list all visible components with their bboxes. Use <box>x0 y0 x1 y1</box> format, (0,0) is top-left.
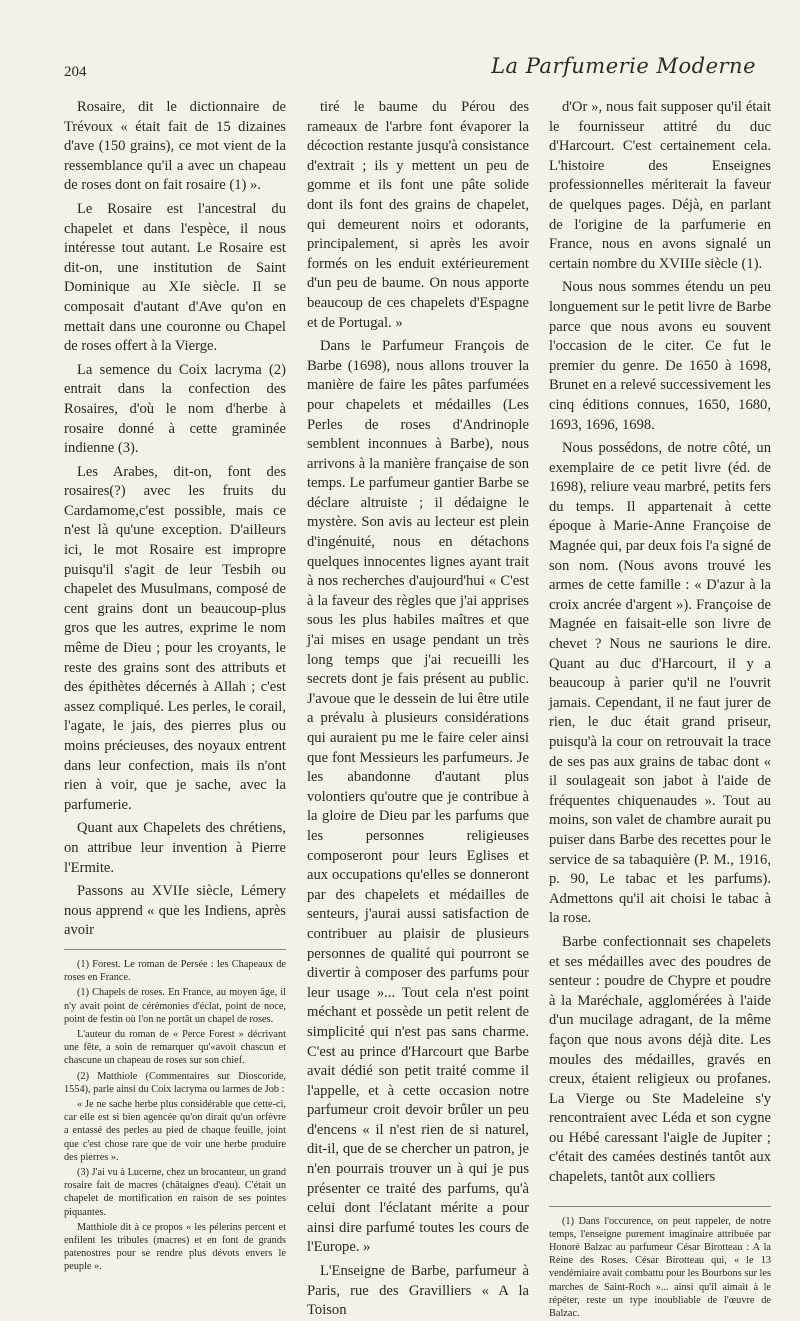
footnote: « Je ne sache herbe plus considérable que cette-ci, car elle est si bien agencée qu'on dirait qu'un orfèvre a entassé des perles au pied de chaque feuille, joint que c'est chose rare que de voir une herbe produire des pierres ». <box>64 1098 286 1163</box>
paragraph: Les Arabes, dit-on, font des rosaires(?) avec les fruits du Cardamome,c'est possible, mais ce n'est là qu'une exception. D'ailleurs ici, le mot Rosaire est impropre puisqu'il s'agit de leur Tesbih ou chapelet des Musulmans, composé de cent grains dont un beaucoup-plus gros que les autres, exprime le nom même de Dieu ; pour les croyants, le reste des grains sont des attributs et des épithètes décernés à Allah ; c'est assez compliqué. Les perles, le corail, l'agate, le jais, des pierres plus ou moins précieuses, des noyaux entrent dans leur confection, mais ils n'ont rien à voir, que je sache, avec la parfumerie. <box>64 463 286 813</box>
text-columns <box>64 98 771 1320</box>
column-middle <box>307 98 529 1319</box>
page-header <box>64 54 756 90</box>
paragraph: Le Rosaire est l'ancestral du chapelet et dans l'espèce, il nous intéresse tout autant. Le Rosaire est dit-on, une institution de Saint Dominique au XIe siècle. Il se composait d'autant d'Ave qu'on en mettait dans une couronne ou Chapel de roses offert à la Vierge. <box>64 200 286 355</box>
paragraph: Nous possédons, de notre côté, un exemplaire de ce petit livre (éd. de 1698), reliure veau marbré, petits fers du temps. Il appartenait à cette époque à Marie-Anne Françoise de Magnée qui, par deux fois l'a signé de son nom. (Nous avons trouvé les armes de cette famille : « D'azur à la croix ancrée d'argent »). Françoise de Magnée en faisait-elle son livre de chevet ? Nous ne saurions le dire. Quant au duc d'Harcourt, il y a beaucoup à parier qu'il ne l'ouvrit jamais. Cependant, il ne faut jurer de rien, le duc était grand priseur, puisqu'à la cour on retrouvait la trace de ses pas aux grains de tabac dont « il soulageait son jabot à l'aide de fréquentes chiquenaudes ». Tout au moins, son valet de chambre aurait pu puiser dans Barbe des recettes pour le service de sa tabaquière (P. M., 1916, p. 90, Le tabac et les parfums). Admettons qu'il ait choisi le tabac à la rose. <box>549 440 771 927</box>
page-number: 204 <box>64 64 87 80</box>
footnotes <box>549 1206 771 1321</box>
footnote: (1) Dans l'occurence, on peut rappeler, de notre temps, l'enseigne purement imaginaire attribuée par Honoré Balzac au parfumeur César Birotteau : A la Reine des Roses. César Birotteau qui, « le 13 vendémiaire avait combattu pour les Bourbons sur les marches de Saint-Roch »... ainsi qu'il aimait à le répéter, reste un type inoubliable de l'œuvre de Balzac. <box>549 1215 771 1320</box>
footnote: (1) Forest. Le roman de Persée : les Chapeaux de roses en France. <box>64 958 286 984</box>
column-right <box>549 98 771 1320</box>
paragraph: tiré le baume du Pérou des rameaux de l'arbre font évaporer la décoction restante jusqu'à consistance d'extrait ; ils y mettent un peu de gomme et ils font une pâte solide dont ils font des grains de chapelet, qui demeurent noirs et odorants, principalement, si après les avoir formés on les enduit extérieurement d'un peu de baume. On nous apporte beaucoup de ces chapelets d'Espagne et de Portugal. » <box>307 99 529 331</box>
paragraph: Barbe confectionnait ses chapelets et ses médailles avec des poudres de senteur : poudre de Chypre et poudre à la Maréchale, agglomérées à l'aide d'un mucilage adragant, de la même façon que nous avons déjà dite. Les moules des médailles, gravés en creux, étaient religieux ou profanes. La Vierge ou Ste Madeleine s'y rencontraient avec Léda et son cygne ou Hébé caressant l'aigle de Jupiter ; c'était des camées destinés tantôt aux chapelets, tantôt aux colliers <box>549 933 771 1186</box>
footnote: Matthiole dit à ce propos « les pélerins percent et enfilent les tribules (macres) et en font de grands patenostres pour se rendre plus dévots envers le peuple ». <box>64 1221 286 1273</box>
paragraph: Rosaire, dit le dictionnaire de Trévoux « était fait de 15 dizaines d'ave (150 grains), ce mot vient de la ressemblance qu'il a avec un chapeau de roses dont on fait rosaire (1) ». <box>64 99 286 194</box>
paragraph: Nous nous sommes étendu un peu longuement sur le petit livre de Barbe parce que nous avons eu souvent l'occasion de le citer. Ce fut le premier du genre. De 1650 à 1698, Brunet en a relevé successivement les cinq éditions connues, 1650, 1680, 1693, 1696, 1698. <box>549 279 771 433</box>
footnote: (1) Chapels de roses. En France, au moyen âge, il n'y avait point de cérémonies d'éclat, point de noce, point de festin où l'on ne portât un chapel de roses. <box>64 987 286 1025</box>
paragraph: La semence du Coix lacryma (2) entrait dans la confection des Rosaires, d'où le nom d'herbe à rosaire donné à cette graminée indienne (3). <box>64 361 286 457</box>
paragraph: Passons au XVIIe siècle, Lémery nous apprend « que les Indiens, après avoir <box>64 883 286 939</box>
footnotes <box>64 949 286 1274</box>
journal-title: La Parfumerie Moderne <box>491 54 756 78</box>
paragraph: Quant aux Chapelets des chrétiens, on attribue leur invention à Pierre l'Ermite. <box>64 820 286 876</box>
footnote: (3) J'ai vu à Lucerne, chez un brocanteur, un grand rosaire fait de macres (châtaignes d'eau). C'était un chapelet de mortification en raison de ses pointes piquantes. <box>64 1166 286 1218</box>
paragraph: L'Enseigne de Barbe, parfumeur à Paris, rue des Gravilliers « A la Toison <box>307 1263 529 1319</box>
column-left <box>64 98 286 1273</box>
paragraph: d'Or », nous fait supposer qu'il était le fournisseur attitré du duc d'Harcourt. C'est certainement cela. L'histoire des Enseignes professionnelles mériterait la faveur de quelques pages. Déjà, en parlant de l'origine de la parfumerie en France, nous en avons signalé un certain nombre du XVIIIe siècle (1). <box>549 99 771 272</box>
footnote: (2) Matthiole (Commentaires sur Dioscoride, 1554), parle ainsi du Coix lacryma ou larmes de Job : <box>64 1070 286 1095</box>
paragraph: Dans le Parfumeur François de Barbe (1698), nous allons trouver la manière de faire les pâtes parfumées pour chapelets et médailles (Les Perles de roses d'Andrinople semblent inconnues à Barbe), nous arrivons à la manière française de son temps. Le parfumeur gantier Barbe se déclare altruiste ; il dédaigne le mystère. Son avis au lecteur est plein d'ingénuité, nous en détachons quelques innocentes lignes ayant trait à nos recherches d'aujourd'hui « C'est à la faveur des règles que j'ai apprises sous les plus habiles maîtres et que j'ai mises en usage pendant un très long temps que j'ai recueilli les secrets dont je fais présent au public. J'avoue que le dessein de lui être utile a prévalu à plusieurs considérations qui auraient pu me le faire celer ainsi que font Messieurs les parfumeurs. Je les abandonne d'autant plus volontiers qu'outre que je contribue à la gloire de Dieu par les parfums que les personnes religieuses composeront pour leurs Eglises et aux occupations qu'elles se donneront par des chapelets et médailles de senteurs, j'aurai aussi satisfaction de contribuer au plaisir de plusieurs personnes de qualité qui pourront se divertir à composer des parfums pour leur usage »... Tout cela n'est point méchant et possède un petit relent de simplicité qui n'est pas sans charme. C'est au prince d'Harcourt que Barbe avait dédié son petit traité comme il l'appelle, et à cette occasion notre parfumeur croit devoir brûler un peu d'encens « il n'est rien de si naturel, dit-il, que de se chercher un patron, je n'en pourrais trouver un à qui je pus présenter ce traité des parfums, qu'à celui dont l'éclatant mérite a pour ainsi dire parfumé toutes les cours de l'Europe. » <box>307 338 529 1256</box>
footnote: L'auteur du roman de « Perce Forest » décrivant une fête, a soin de remarquer qu'«avoit chascun et chascune un chapeau de roses sur son chief. <box>64 1028 286 1067</box>
